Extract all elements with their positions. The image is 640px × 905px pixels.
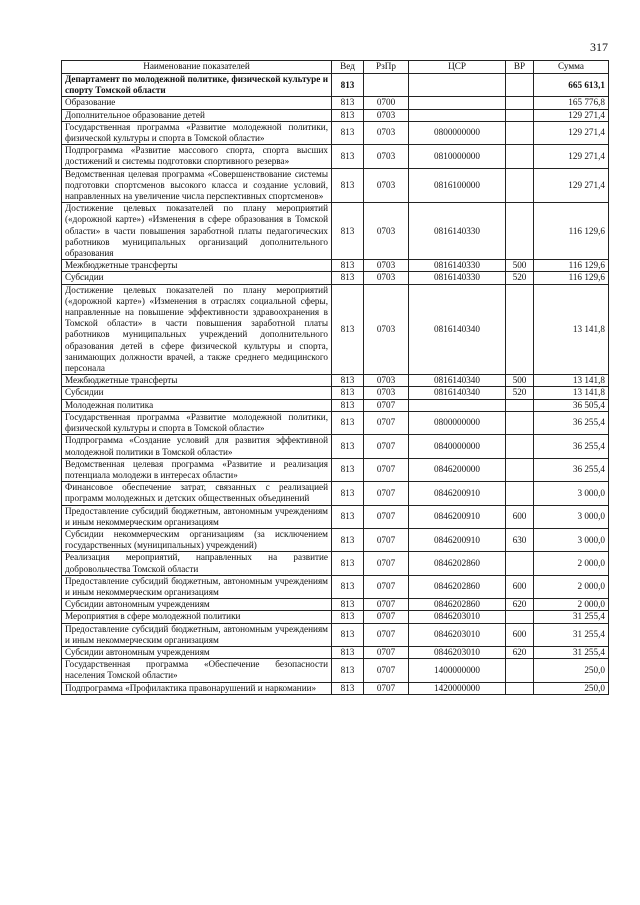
cell-ved: 813 [332,458,364,481]
cell-ved: 813 [332,145,364,168]
table-row [62,505,609,528]
cell-rzpr: 0707 [364,505,409,528]
header-name: Наименование показателей [62,61,332,74]
cell-rzpr: 0707 [364,623,409,646]
cell-csr: 0846200000 [409,458,506,481]
table-row [62,203,609,260]
header-csr: ЦСР [409,61,506,74]
cell-vr: 600 [506,575,534,598]
cell-vr [506,659,534,682]
cell-ved: 813 [332,611,364,623]
cell-csr: 0846200910 [409,528,506,551]
cell-sum: 3 000,0 [534,528,609,551]
cell-vr [506,435,534,458]
cell-vr [506,552,534,575]
cell-csr: 0846200910 [409,505,506,528]
cell-csr: 0800000000 [409,121,506,144]
cell-sum: 116 129,6 [534,203,609,260]
page-number: 317 [590,40,608,54]
cell-rzpr: 0703 [364,145,409,168]
cell-csr: 0840000000 [409,435,506,458]
cell-sum: 116 129,6 [534,272,609,284]
cell-name: Предоставление субсидий бюджетным, автономным учреждениям и иным некоммерческим организациям [62,575,332,598]
cell-rzpr: 0707 [364,575,409,598]
cell-rzpr: 0707 [364,399,409,411]
table-row [62,375,609,387]
table-row [62,411,609,434]
cell-sum: 36 505,4 [534,399,609,411]
cell-rzpr: 0703 [364,168,409,203]
table-row [62,552,609,575]
cell-rzpr [364,74,409,97]
table-row [62,682,609,694]
cell-sum: 3 000,0 [534,505,609,528]
cell-ved: 813 [332,599,364,611]
table-row [62,528,609,551]
cell-sum: 13 141,8 [534,284,609,375]
cell-sum: 31 255,4 [534,646,609,658]
cell-sum: 31 255,4 [534,611,609,623]
cell-name: Межбюджетные трансферты [62,260,332,272]
cell-ved: 813 [332,375,364,387]
table-row [62,623,609,646]
cell-vr [506,611,534,623]
cell-name: Достижение целевых показателей по плану мероприятий («дорожной карте») «Изменения в отраслях социальной сферы, направленные на повышение эффективности здравоохранения в Томской области» в части повышения заработной платы работников муниципальных учреждений дополнительного образования детей в сфере физической культуры и спорта, занимающих должности врачей, а также среднего медицинского персонала [62,284,332,375]
table-row [62,272,609,284]
cell-name: Образование [62,97,332,109]
cell-name: Подпрограмма «Создание условий для развития эффективной молодежной политики в Томской области» [62,435,332,458]
cell-rzpr: 0707 [364,682,409,694]
cell-csr [409,109,506,121]
cell-rzpr: 0703 [364,260,409,272]
cell-ved: 813 [332,482,364,505]
cell-rzpr: 0707 [364,611,409,623]
cell-vr [506,109,534,121]
table-row [62,74,609,97]
cell-csr: 0846203010 [409,646,506,658]
cell-csr: 0800000000 [409,411,506,434]
cell-csr: 0816100000 [409,168,506,203]
header-sum: Сумма [534,61,609,74]
cell-ved: 813 [332,272,364,284]
cell-csr: 0816140340 [409,375,506,387]
table-row [62,260,609,272]
cell-vr: 500 [506,375,534,387]
cell-csr: 0810000000 [409,145,506,168]
cell-vr [506,121,534,144]
cell-rzpr: 0707 [364,659,409,682]
cell-vr [506,682,534,694]
cell-rzpr: 0703 [364,375,409,387]
cell-ved: 813 [332,74,364,97]
cell-name: Межбюджетные трансферты [62,375,332,387]
cell-ved: 813 [332,284,364,375]
cell-rzpr: 0707 [364,646,409,658]
budget-table [61,60,609,695]
cell-ved: 813 [332,659,364,682]
cell-sum: 3 000,0 [534,482,609,505]
cell-rzpr: 0703 [364,121,409,144]
header-vr: ВР [506,61,534,74]
table-row [62,646,609,658]
cell-vr [506,399,534,411]
cell-csr [409,74,506,97]
cell-name: Молодежная политика [62,399,332,411]
header-rzpr: РзПр [364,61,409,74]
cell-name: Субсидии некоммерческим организациям (за исключением государственных (муниципальных) учреждений) [62,528,332,551]
cell-vr: 620 [506,646,534,658]
cell-name: Субсидии автономным учреждениям [62,646,332,658]
cell-sum: 2 000,0 [534,599,609,611]
table-body [62,74,609,695]
cell-csr: 0816140330 [409,260,506,272]
cell-rzpr: 0707 [364,411,409,434]
cell-csr: 0816140330 [409,272,506,284]
table-row [62,458,609,481]
cell-name: Финансовое обеспечение затрат, связанных с реализацией программ молодежных и детских общественных объединений [62,482,332,505]
cell-ved: 813 [332,552,364,575]
cell-sum: 36 255,4 [534,411,609,434]
cell-ved: 813 [332,505,364,528]
cell-rzpr: 0703 [364,203,409,260]
cell-sum: 2 000,0 [534,552,609,575]
cell-ved: 813 [332,575,364,598]
cell-csr: 0816140340 [409,284,506,375]
table-row [62,97,609,109]
cell-vr: 500 [506,260,534,272]
table-row [62,599,609,611]
header-row [62,61,609,74]
cell-ved: 813 [332,435,364,458]
cell-csr: 1420000000 [409,682,506,694]
cell-name: Государственная программа «Развитие молодежной политики, физической культуры и спорта в Томской области» [62,121,332,144]
cell-sum: 665 613,1 [534,74,609,97]
cell-csr: 0846202860 [409,599,506,611]
table-row [62,435,609,458]
cell-name: Государственная программа «Развитие молодежной политики, физической культуры и спорта в Томской области» [62,411,332,434]
cell-csr: 0846202860 [409,575,506,598]
cell-vr [506,145,534,168]
cell-ved: 813 [332,682,364,694]
cell-rzpr: 0707 [364,599,409,611]
cell-rzpr: 0707 [364,458,409,481]
cell-vr [506,168,534,203]
cell-rzpr: 0703 [364,109,409,121]
cell-sum: 250,0 [534,682,609,694]
table-row [62,399,609,411]
cell-vr [506,458,534,481]
cell-sum: 129 271,4 [534,121,609,144]
cell-sum: 116 129,6 [534,260,609,272]
header-ved: Вед [332,61,364,74]
cell-name: Реализация мероприятий, направленных на развитие добровольчества Томской области [62,552,332,575]
cell-sum: 165 776,8 [534,97,609,109]
cell-ved: 813 [332,623,364,646]
cell-rzpr: 0703 [364,284,409,375]
cell-ved: 813 [332,168,364,203]
cell-sum: 129 271,4 [534,168,609,203]
cell-sum: 2 000,0 [534,575,609,598]
cell-name: Ведомственная целевая программа «Совершенствование системы подготовки спортсменов высокого класса и создание условий, направленных на увеличение числа перспективных спортсменов» [62,168,332,203]
table-row [62,659,609,682]
table-row [62,611,609,623]
cell-vr [506,97,534,109]
cell-name: Субсидии автономным учреждениям [62,599,332,611]
table-row [62,168,609,203]
cell-vr: 520 [506,387,534,399]
cell-name: Субсидии [62,272,332,284]
cell-rzpr: 0707 [364,528,409,551]
cell-rzpr: 0703 [364,272,409,284]
cell-ved: 813 [332,646,364,658]
cell-sum: 13 141,8 [534,375,609,387]
cell-ved: 813 [332,528,364,551]
cell-csr: 0846203010 [409,623,506,646]
cell-ved: 813 [332,109,364,121]
cell-rzpr: 0707 [364,552,409,575]
cell-csr [409,399,506,411]
cell-csr: 0846200910 [409,482,506,505]
cell-ved: 813 [332,411,364,434]
cell-vr [506,411,534,434]
cell-rzpr: 0707 [364,482,409,505]
cell-vr: 600 [506,505,534,528]
cell-sum: 129 271,4 [534,109,609,121]
cell-sum: 129 271,4 [534,145,609,168]
cell-name: Подпрограмма «Развитие массового спорта, спорта высших достижений и системы подготовки спортивного резерва» [62,145,332,168]
cell-name: Мероприятия в сфере молодежной политики [62,611,332,623]
cell-name: Дополнительное образование детей [62,109,332,121]
cell-vr [506,482,534,505]
cell-name: Подпрограмма «Профилактика правонарушений и наркомании» [62,682,332,694]
cell-name: Ведомственная целевая программа «Развитие и реализация потенциала молодежи в интересах области» [62,458,332,481]
cell-rzpr: 0700 [364,97,409,109]
cell-csr: 0816140330 [409,203,506,260]
cell-ved: 813 [332,97,364,109]
cell-name: Достижение целевых показателей по плану мероприятий («дорожной карте») «Изменения в сфере образования в Томской области» в части повышения заработной платы педагогических работников муниципальных организаций дополнительного образования [62,203,332,260]
cell-ved: 813 [332,260,364,272]
cell-vr: 620 [506,599,534,611]
table-header [62,61,609,74]
cell-sum: 36 255,4 [534,458,609,481]
cell-ved: 813 [332,203,364,260]
table-row [62,109,609,121]
cell-name: Государственная программа «Обеспечение безопасности населения Томской области» [62,659,332,682]
cell-csr: 1400000000 [409,659,506,682]
table-row [62,387,609,399]
cell-sum: 31 255,4 [534,623,609,646]
cell-name: Субсидии [62,387,332,399]
cell-csr: 0846202860 [409,552,506,575]
cell-sum: 36 255,4 [534,435,609,458]
cell-csr [409,97,506,109]
cell-vr [506,74,534,97]
cell-ved: 813 [332,121,364,144]
cell-name: Предоставление субсидий бюджетным, автономным учреждениям и иным некоммерческим организациям [62,505,332,528]
table-row [62,121,609,144]
cell-sum: 13 141,8 [534,387,609,399]
table-row [62,482,609,505]
table-row [62,284,609,375]
cell-vr [506,284,534,375]
cell-name: Департамент по молодежной политике, физической культуре и спорту Томской области [62,74,332,97]
cell-vr: 520 [506,272,534,284]
cell-ved: 813 [332,387,364,399]
cell-vr: 630 [506,528,534,551]
cell-vr [506,203,534,260]
cell-ved: 813 [332,399,364,411]
table-row [62,145,609,168]
cell-name: Предоставление субсидий бюджетным, автономным учреждениям и иным некоммерческим организациям [62,623,332,646]
cell-sum: 250,0 [534,659,609,682]
cell-rzpr: 0703 [364,387,409,399]
table-row [62,575,609,598]
cell-vr: 600 [506,623,534,646]
cell-csr: 0816140340 [409,387,506,399]
cell-rzpr: 0707 [364,435,409,458]
cell-csr: 0846203010 [409,611,506,623]
